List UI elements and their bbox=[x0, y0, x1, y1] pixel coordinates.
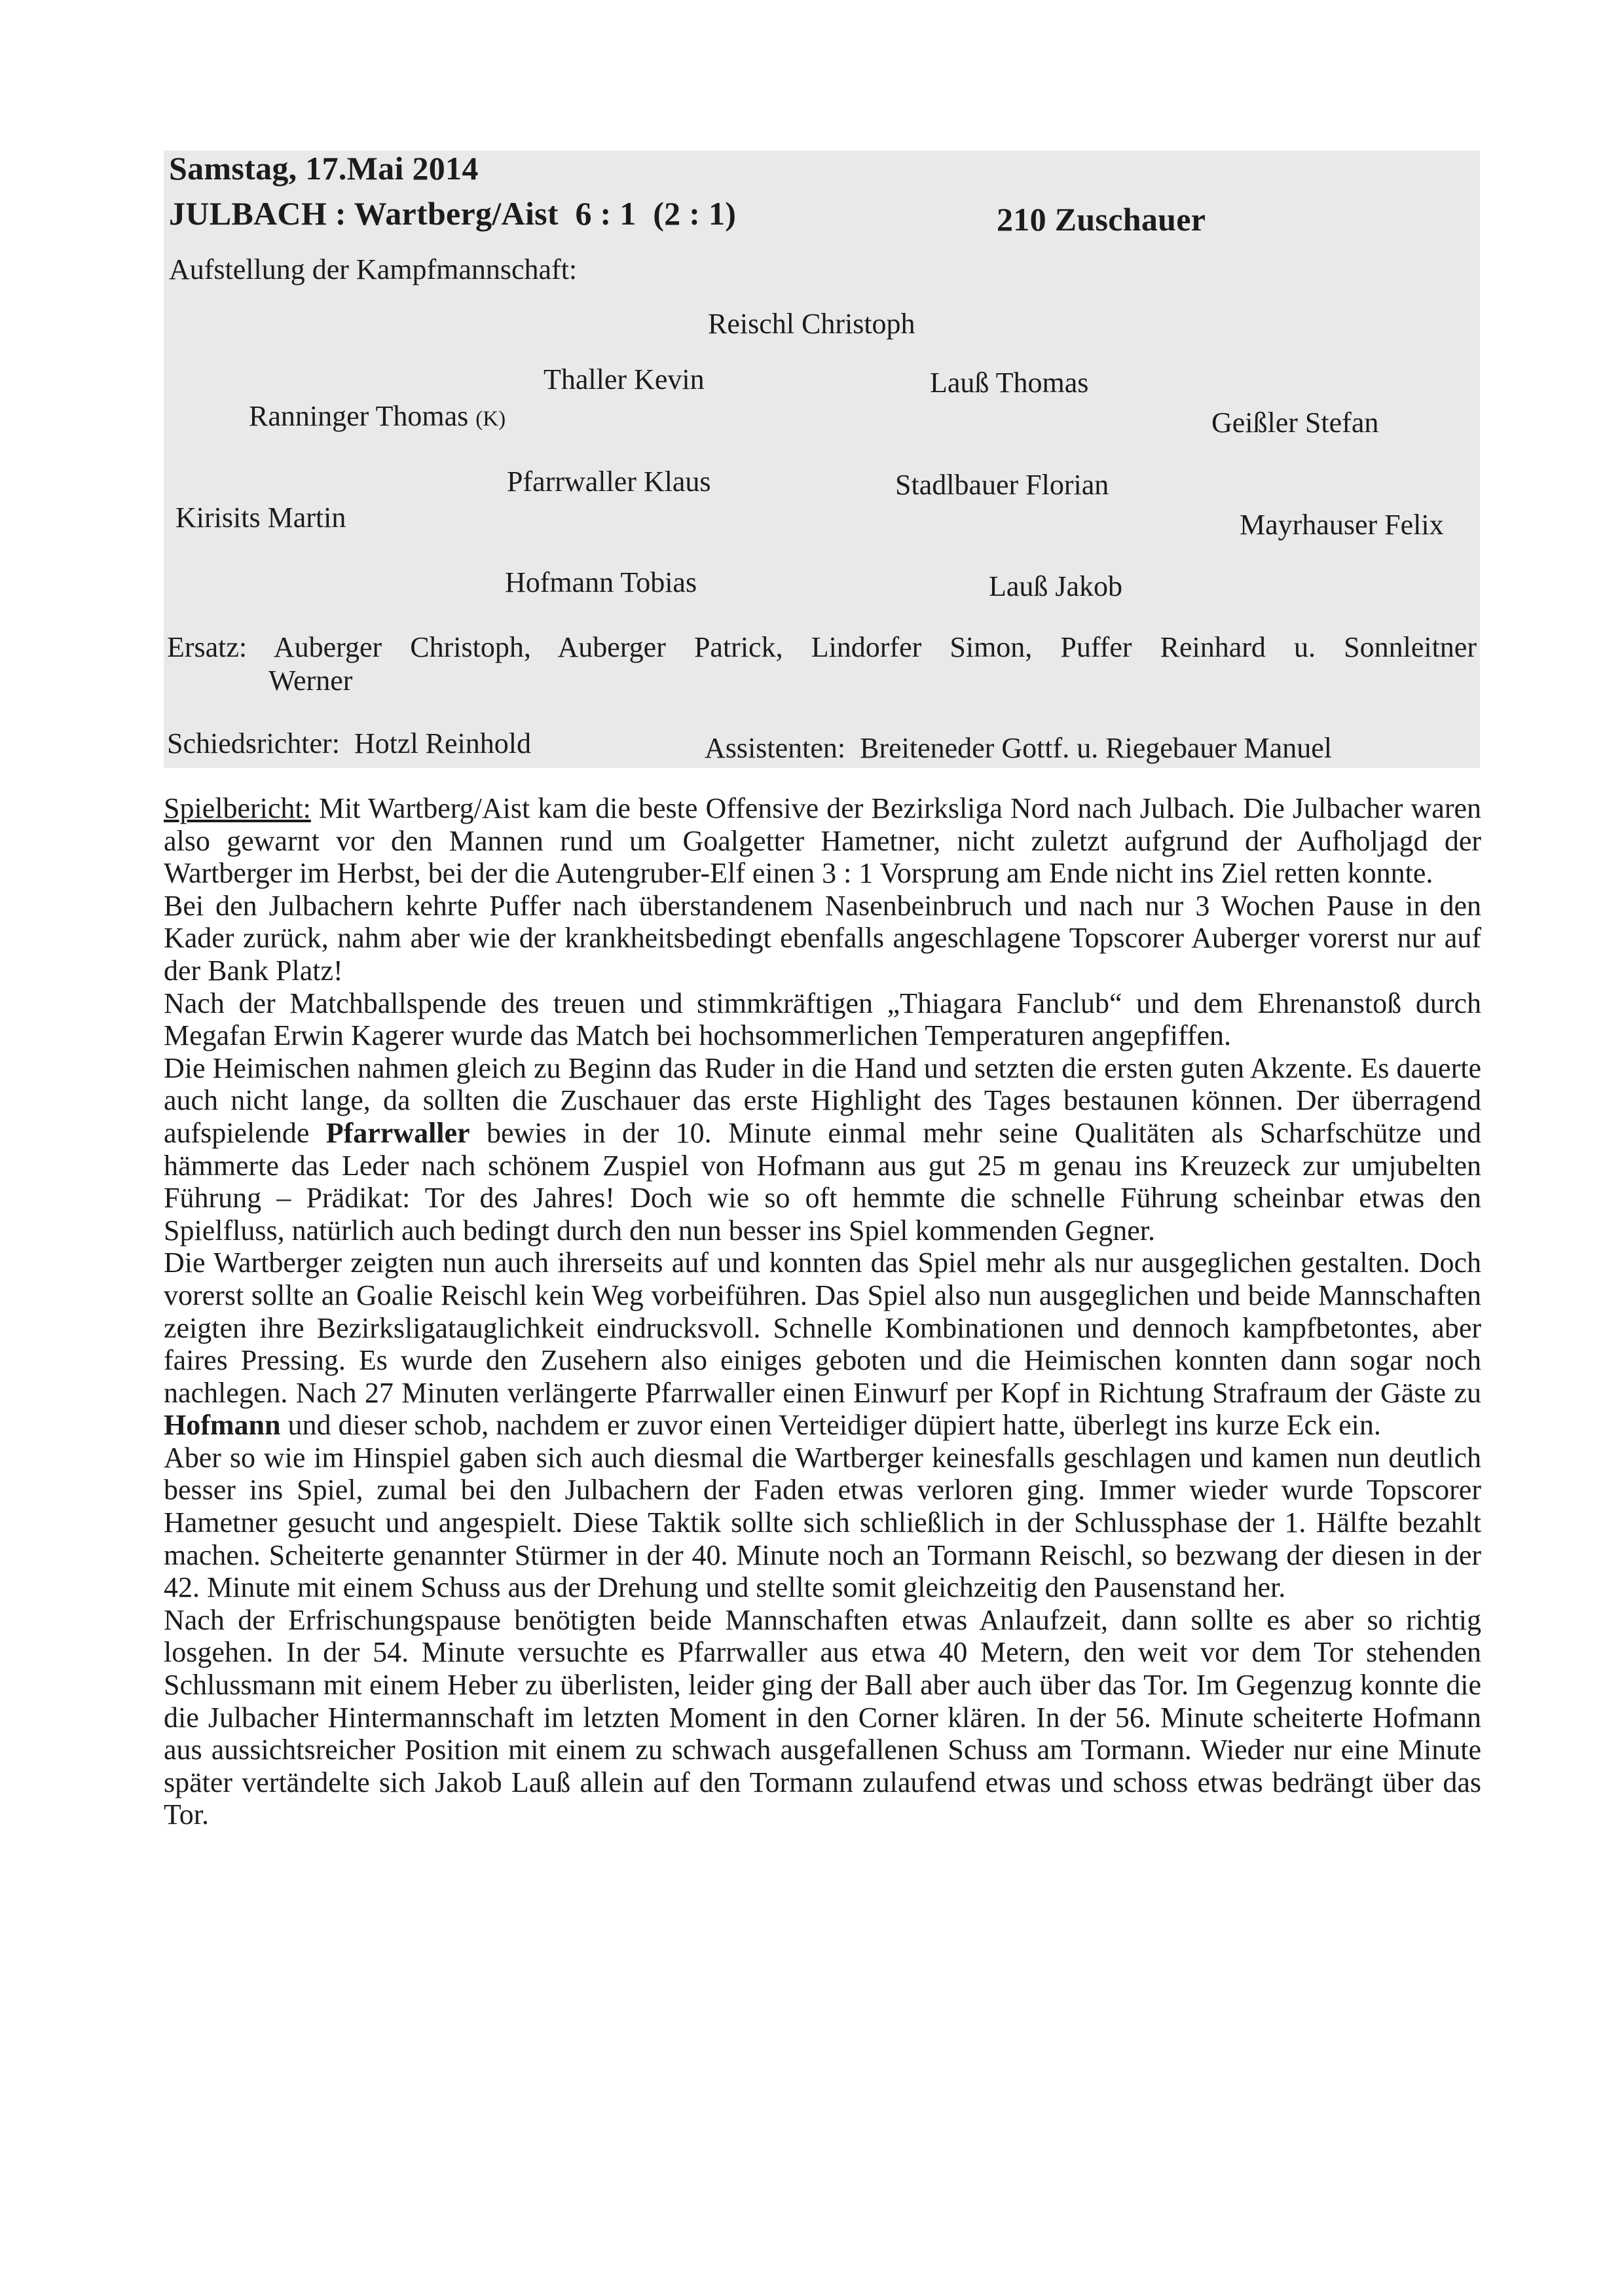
captain-mark: (K) bbox=[475, 407, 506, 431]
player-lauss-thomas: Lauß Thomas bbox=[930, 367, 1089, 399]
report-text-4a: Die Heimischen nahmen gleich zu Beginn das Ruder in die Hand und setzten die ersten guten Akzente. Es dauerte auch nicht lange, da sollten die Zuschauer das erste Highlight des Tages bestaunen können. Der überragend aufspielende bbox=[164, 1051, 1481, 1149]
report-text-5c: und dieser schob, nachdem er zuvor einen Verteidiger düpiert hatte, überlegt ins kurze Eck ein. bbox=[287, 1409, 1381, 1442]
report-paragraph-2: Bei den Julbachern kehrte Puffer nach überstandenem Nasenbeinbruch und nach nur 3 Wochen Pause in den Kader zurück, nahm aber wie der krankheitsbedingt ebenfalls angeschlagene Topscorer Auberger vorerst nur auf der Bank Platz! bbox=[164, 889, 1481, 987]
player-geissler: Geißler Stefan bbox=[1211, 407, 1379, 439]
player-reischl: Reischl Christoph bbox=[708, 308, 915, 340]
match-result: JULBACH : Wartberg/Aist 6 : 1 (2 : 1) bbox=[169, 195, 737, 232]
player-ranninger bbox=[249, 402, 506, 431]
report-paragraph-6: Aber so wie im Hinspiel gaben sich auch diesmal die Wartberger keinesfalls geschlagen und kamen nun deutlich besser ins Spiel, zumal bei den Julbachern der Faden etwas verloren ging. Immer wieder wurde Topscorer Hametner gesucht und angespielt. Diese Taktik sollte sich schließlich in der Schlussphase der 1. Hälfte bezahlt machen. Scheiterte genannter Stürmer in der 40. Minute noch an Tormann Reischl, so bezwang der diesen in der 42. Minute mit einem Schuss aus der Drehung und stellte somit gleichzeitig den Pausenstand her. bbox=[164, 1441, 1481, 1604]
player-mayrhauser: Mayrhauser Felix bbox=[1240, 509, 1444, 541]
player-ranninger-name: Ranninger Thomas bbox=[249, 400, 469, 432]
player-thaller: Thaller Kevin bbox=[544, 363, 705, 395]
player-hofmann: Hofmann Tobias bbox=[505, 566, 697, 598]
player-kirisits: Kirisits Martin bbox=[175, 501, 346, 534]
report-paragraph-1 bbox=[164, 792, 1481, 890]
highlight-pfarrwaller: Pfarrwaller bbox=[325, 1116, 470, 1149]
report-paragraph-5 bbox=[164, 1247, 1481, 1442]
substitutes-line-1: Ersatz: Auberger Christoph, Auberger Patrick, Lindorfer Simon, Puffer Reinhard u. Sonnleitner bbox=[167, 631, 1477, 663]
report-text-4c: bewies in der 10. Minute einmal mehr seine Qualitäten als Scharfschütze und hämmerte das Leder nach schönem Zuspiel von Hofmann aus gut 25 m genau ins Kreuzeck zur umjubelten Führung – Prädikat: Tor des Jahres! Doch wie so oft hemmte die schnelle Führung scheinbar etwas den Spielfluss, natürlich auch bedingt durch den nun besser ins Spiel kommenden Gegner. bbox=[164, 1116, 1481, 1247]
match-date: Samstag, 17.Mai 2014 bbox=[169, 150, 479, 187]
report-paragraph-4 bbox=[164, 1052, 1481, 1247]
lineup-label: Aufstellung der Kampfmannschaft: bbox=[169, 253, 578, 285]
report-paragraph-7: Nach der Erfrischungspause benötigten beide Mannschaften etwas Anlaufzeit, dann sollte es aber so richtig losgehen. In der 54. Minute versuchte es Pfarrwaller aus etwa 40 Metern, den weit vor dem Tor stehenden Schlussmann mit einem Heber zu überlisten, leider ging der Ball aber auch über das Tor. Im Gegenzug konnte die die Julbacher Hintermannschaft im letzten Moment in den Corner klären. In der 56. Minute scheiterte Hofmann aus aussichtsreicher Position mit einem zu schwach ausgefallenen Schuss am Tormann. Wieder nur eine Minute später vertändelte sich Jakob Lauß allein auf den Tormann zulaufend etwas und schoss etwas bedrängt über das Tor. bbox=[164, 1603, 1481, 1831]
match-info-box bbox=[164, 151, 1480, 768]
player-lauss-jakob: Lauß Jakob bbox=[989, 570, 1123, 602]
match-report bbox=[164, 792, 1481, 1831]
substitutes-line-2: Werner bbox=[268, 665, 353, 697]
player-pfarrwaller: Pfarrwaller Klaus bbox=[507, 465, 711, 498]
report-text-1: Mit Wartberg/Aist kam die beste Offensive der Bezirksliga Nord nach Julbach. Die Julbacher waren also gewarnt vor den Mannen rund um Goalgetter Hametner, nicht zuletzt aufgrund der Aufholjagd der Wartberger im Herbst, bei der die Autengruber-Elf einen 3 : 1 Vorsprung am Ende nicht ins Ziel retten konnte. bbox=[164, 792, 1482, 890]
assistants: Assistenten: Breiteneder Gottf. u. Riegebauer Manuel bbox=[705, 732, 1332, 764]
report-text-5a: Die Wartberger zeigten nun auch ihrerseits auf und konnten das Spiel mehr als nur ausgeglichen gestalten. Doch vorerst sollte an Goalie Reischl kein Weg vorbeiführen. Das Spiel also nun ausgeglichen und beide Mannschaften zeigten ihre Bezirksligatauglichkeit eindrucksvoll. Schnelle Kombinationen und dennoch kampfbetontes, aber faires Pressing. Es wurde den Zusehern also einiges geboten und die Heimischen konnten dann sogar noch nachlegen. Nach 27 Minuten verlängerte Pfarrwaller einen Einwurf per Kopf in Richtung Strafraum der Gäste zu bbox=[164, 1247, 1481, 1409]
spectators: 210 Zuschauer bbox=[997, 201, 1206, 238]
highlight-hofmann: Hofmann bbox=[164, 1409, 281, 1442]
report-paragraph-3: Nach der Matchballspende des treuen und stimmkräftigen „Thiagara Fanclub“ und dem Ehrenanstoß durch Megafan Erwin Kagerer wurde das Match bei hochsommerlichen Temperaturen angepfiffen. bbox=[164, 987, 1481, 1052]
report-label: Spielbericht: bbox=[164, 792, 311, 824]
player-stadlbauer: Stadlbauer Florian bbox=[895, 469, 1109, 501]
referee: Schiedsrichter: Hotzl Reinhold bbox=[167, 727, 531, 759]
